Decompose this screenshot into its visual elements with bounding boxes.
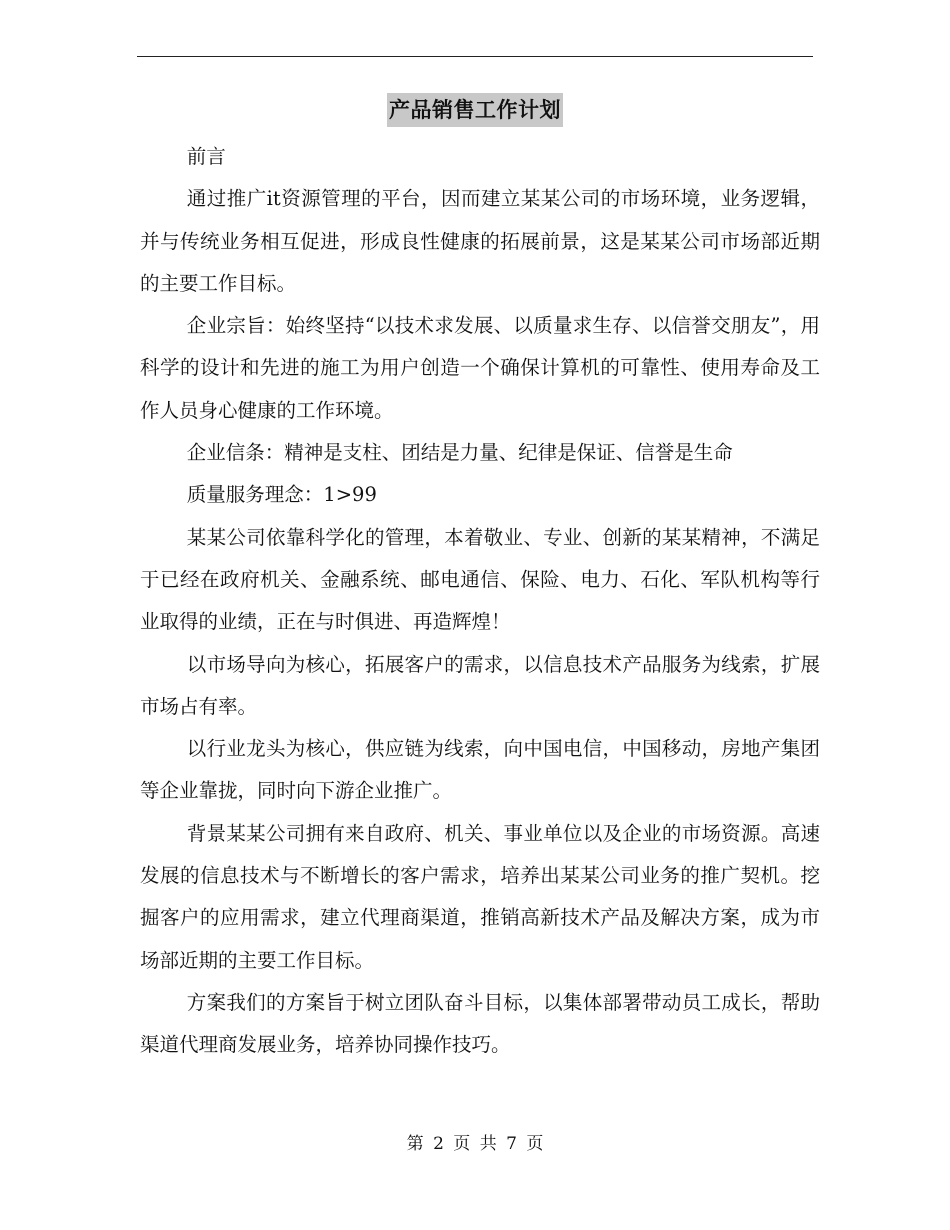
paragraph-mission: 企业宗旨：始终坚持“以技术求发展、以质量求生存、以信誉交朋友”，用科学的设计和先进的施工为用户创造一个确保计算机的可靠性、使用寿命及工作人员身心健康的工作环境。 [140, 314, 820, 422]
paragraph-service-idea: 质量服务理念：1>99 [186, 483, 377, 507]
document-body [140, 136, 820, 1067]
paragraph-intro: 通过推广it资源管理的平台，因而建立某某公司的市场环境，业务逻辑，并与传统业务相互促进，形成良性健康的拓展前景，这是某某公司市场部近期的主要工作目标。 [140, 187, 820, 295]
paragraph-industry-core: 以行业龙头为核心，供应链为线索，向中国电信，中国移动，房地产集团等企业靠拢，同时向下游企业推广。 [140, 737, 820, 803]
paragraph-background: 背景某某公司拥有来自政府、机关、事业单位以及企业的市场资源。高速发展的信息技术与不断增长的客户需求，培养出某某公司业务的推广契机。挖掘客户的应用需求，建立代理商渠道，推销高新技术产品及解决方案，成为市场部近期的主要工作目标。 [140, 821, 820, 972]
paragraph-creed: 企业信条：精神是支柱、团结是力量、纪律是保证、信誉是生命 [186, 441, 733, 465]
paragraph-preface: 前言 [186, 145, 226, 168]
document-title: 产品销售工作计划 [387, 93, 563, 127]
paragraph-plan: 方案我们的方案旨于树立团队奋斗目标，以集体部署带动员工成长，帮助渠道代理商发展业务，培养协同操作技巧。 [140, 990, 820, 1057]
page-number: 第 2 页 共 7 页 [406, 1134, 544, 1154]
paragraph-management: 某某公司依靠科学化的管理，本着敬业、专业、创新的某某精神，不满足于已经在政府机关、金融系统、邮电通信、保险、电力、石化、军队机构等行业取得的业绩，正在与时俱进、再造辉煌！ [140, 525, 820, 634]
title-area [0, 93, 950, 127]
paragraph-market-core: 以市场导向为核心，拓展客户的需求，以信息技术产品服务为线索，扩展市场占有率。 [140, 652, 820, 718]
header-rule [137, 56, 813, 57]
